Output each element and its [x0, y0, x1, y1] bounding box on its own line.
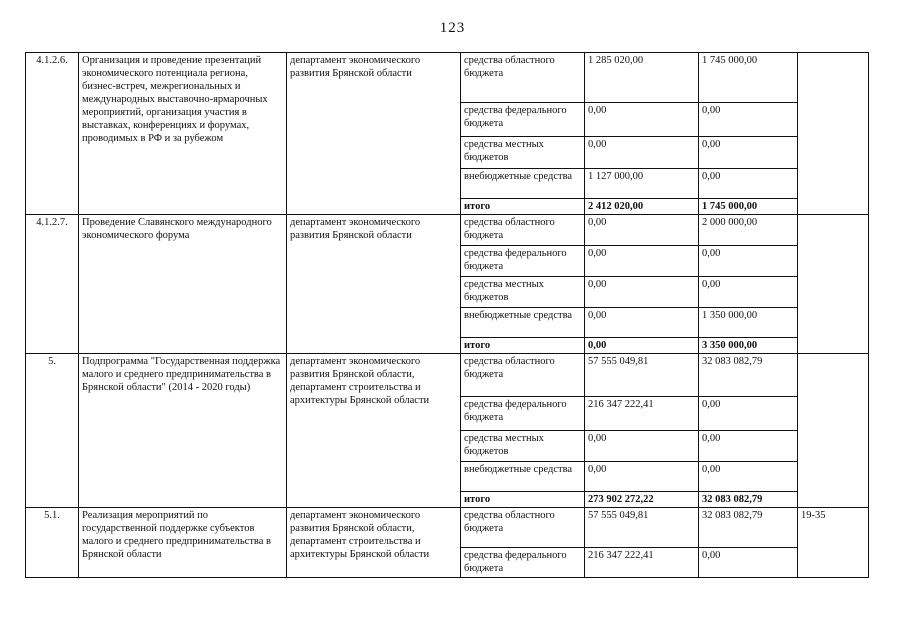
- funding-source: средства федерального бюджета: [461, 246, 585, 277]
- funding-source: средства областного бюджета: [461, 53, 585, 103]
- indicator-ref: 19-35: [798, 508, 869, 578]
- funding-source: средства федерального бюджета: [461, 397, 585, 431]
- indicator-ref: [798, 354, 869, 508]
- amount-1: 0,00: [585, 137, 699, 169]
- amount-2: 0,00: [699, 431, 798, 462]
- funding-source: итого: [461, 492, 585, 508]
- funding-source: итого: [461, 199, 585, 215]
- executor: департамент экономического развития Брянской области: [287, 53, 461, 215]
- table-row: [26, 508, 869, 548]
- amount-2: 1 745 000,00: [699, 53, 798, 103]
- amount-1: 57 555 049,81: [585, 354, 699, 397]
- funding-source: внебюджетные средства: [461, 308, 585, 338]
- funding-source: средства федерального бюджета: [461, 103, 585, 137]
- measure-number: 5.: [26, 354, 79, 508]
- amount-2: 2 000 000,00: [699, 215, 798, 246]
- amount-1: 0,00: [585, 431, 699, 462]
- funding-source: средства областного бюджета: [461, 215, 585, 246]
- funding-source: средства областного бюджета: [461, 508, 585, 548]
- amount-2: 0,00: [699, 103, 798, 137]
- measure-name: Проведение Славянского международного экономического форума: [79, 215, 287, 354]
- funding-source: внебюджетные средства: [461, 462, 585, 492]
- table-row: [26, 53, 869, 103]
- amount-1: 0,00: [585, 246, 699, 277]
- amount-2: 1 350 000,00: [699, 308, 798, 338]
- amount-1: 0,00: [585, 103, 699, 137]
- amount-1: 216 347 222,41: [585, 548, 699, 578]
- funding-source: средства местных бюджетов: [461, 137, 585, 169]
- amount-2: 0,00: [699, 548, 798, 578]
- measure-number: 4.1.2.7.: [26, 215, 79, 354]
- amount-1: 0,00: [585, 462, 699, 492]
- funding-source: внебюджетные средства: [461, 169, 585, 199]
- amount-2: 32 083 082,79: [699, 508, 798, 548]
- amount-2: 0,00: [699, 246, 798, 277]
- measure-number: 5.1.: [26, 508, 79, 578]
- indicator-ref: [798, 53, 869, 215]
- amount-2: 1 745 000,00: [699, 199, 798, 215]
- funding-source: средства федерального бюджета: [461, 548, 585, 578]
- budget-table: [25, 52, 869, 578]
- measure-name: Организация и проведение презентаций экономического потенциала региона, бизнес-встреч, межрегиональных и международных выставочно-ярмарочных мероприятий, организация участия в выставках, конференциях и форумах, проводимых в РФ и за рубежом: [79, 53, 287, 215]
- amount-2: 0,00: [699, 397, 798, 431]
- executor: департамент экономического развития Брянской области, департамент строительства и архитектуры Брянской области: [287, 508, 461, 578]
- amount-1: 0,00: [585, 338, 699, 354]
- funding-source: средства областного бюджета: [461, 354, 585, 397]
- amount-1: 0,00: [585, 277, 699, 308]
- executor: департамент экономического развития Брянской области, департамент строительства и архитектуры Брянской области: [287, 354, 461, 508]
- table-row: [26, 354, 869, 397]
- measure-name: Подпрограмма "Государственная поддержка малого и среднего предпринимательства в Брянской области" (2014 - 2020 годы): [79, 354, 287, 508]
- amount-2: 0,00: [699, 277, 798, 308]
- amount-2: 32 083 082,79: [699, 354, 798, 397]
- amount-2: 0,00: [699, 169, 798, 199]
- amount-2: 0,00: [699, 462, 798, 492]
- amount-2: 32 083 082,79: [699, 492, 798, 508]
- amount-1: 1 127 000,00: [585, 169, 699, 199]
- amount-1: 0,00: [585, 215, 699, 246]
- funding-source: средства местных бюджетов: [461, 431, 585, 462]
- executor: департамент экономического развития Брянской области: [287, 215, 461, 354]
- funding-source: средства местных бюджетов: [461, 277, 585, 308]
- amount-1: 2 412 020,00: [585, 199, 699, 215]
- amount-1: 0,00: [585, 308, 699, 338]
- amount-2: 3 350 000,00: [699, 338, 798, 354]
- amount-1: 57 555 049,81: [585, 508, 699, 548]
- table-row: [26, 215, 869, 246]
- measure-number: 4.1.2.6.: [26, 53, 79, 215]
- amount-2: 0,00: [699, 137, 798, 169]
- indicator-ref: [798, 215, 869, 354]
- amount-1: 273 902 272,22: [585, 492, 699, 508]
- measure-name: Реализация мероприятий по государственной поддержке субъектов малого и среднего предпринимательства в Брянской области: [79, 508, 287, 578]
- amount-1: 1 285 020,00: [585, 53, 699, 103]
- page-number: 123: [439, 20, 466, 36]
- amount-1: 216 347 222,41: [585, 397, 699, 431]
- funding-source: итого: [461, 338, 585, 354]
